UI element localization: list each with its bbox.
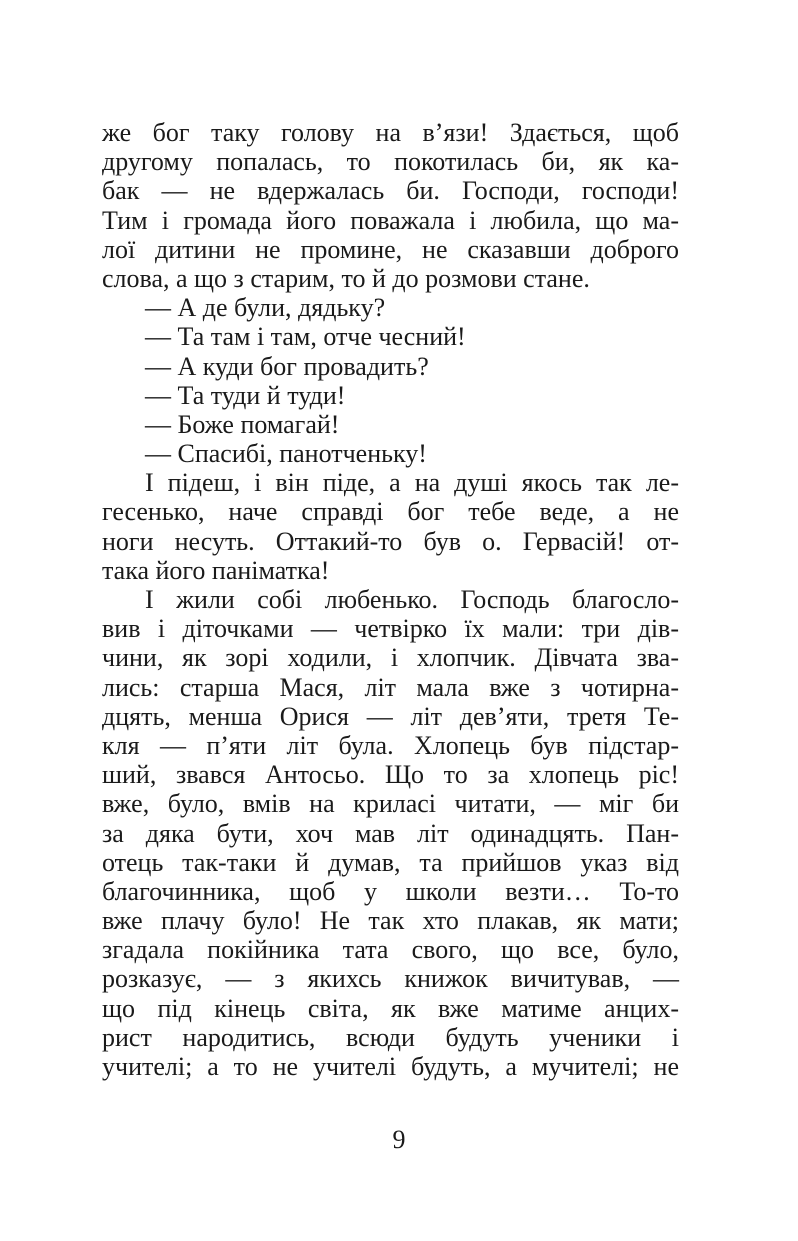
text-line: вже, було, вмів на криласі читати, — міг би (102, 789, 679, 819)
text-line: за дяка бути, хоч мав літ одинадцять. Пан- (102, 818, 679, 848)
text-line: отець так-таки й думав, та прийшов указ від (102, 847, 679, 877)
dialogue-line: — Та там і там, отче чесний! (145, 322, 466, 352)
text-line: Тим і громада його поважала і любила, що ма- (102, 205, 679, 235)
page-number: 9 (392, 1125, 406, 1154)
text-line: другому попалась, то покотилась би, як ка- (102, 147, 679, 177)
dialogue-line: — Спасибі, панотченьку! (145, 439, 427, 469)
text-line: бак — не вдержалась би. Господи, господи! (102, 176, 679, 206)
text-line: гесенько, наче справді бог тебе веде, а не (102, 497, 679, 527)
text-line: розказує, — з якихсь книжок вичитував, — (102, 964, 679, 994)
body-text (102, 118, 679, 1081)
text-line: слова, а що з старим, то й до розмови стане. (102, 263, 590, 293)
dialogue-line: — Та туди й туди! (145, 380, 346, 410)
text-line: вив і діточками — четвірко їх мали: три дів- (102, 614, 679, 644)
text-line: лої дитини не промине, не сказавши доброго (102, 234, 679, 264)
text-line: же бог таку голову на в’язи! Здається, щоб (102, 118, 679, 147)
text-line: рист народитись, всюди будуть ученики і (102, 1022, 679, 1052)
text-line: лись: старша Мася, літ мала вже з чотирна- (102, 672, 679, 702)
text-line: згадала покійника тата свого, що все, було, (102, 935, 679, 965)
dialogue-line: — А де були, дядьку? (145, 293, 386, 323)
dialogue-line: — А куди бог провадить? (145, 351, 429, 381)
text-line: чини, як зорі ходили, і хлопчик. Дівчата зва- (102, 643, 679, 673)
text-line: що під кінець світа, як вже матиме анцих- (102, 993, 679, 1023)
text-line: дцять, менша Орися — літ дев’яти, третя Те- (102, 701, 679, 731)
text-line: ноги несуть. Оттакий-то був о. Гервасій! от- (102, 526, 679, 556)
text-line: учителі; а то не учителі будуть, а мучителі; не (102, 1052, 679, 1081)
text-line: кля — п’яти літ була. Хлопець був підстар- (102, 730, 679, 760)
text-line: І жили собі любенько. Господь благосло- (145, 585, 679, 614)
text-line: вже плачу було! Не так хто плакав, як мати; (102, 906, 679, 936)
text-line: І підеш, і він піде, а на душі якось так ле- (145, 468, 679, 498)
dialogue-line: — Боже помагай! (145, 409, 340, 439)
text-line: така його паніматка! (102, 555, 330, 585)
text-line: благочинника, щоб у школи везти… То-то (102, 876, 679, 906)
text-line: ший, звався Антосьо. Що то за хлопець ріс! (102, 760, 679, 790)
